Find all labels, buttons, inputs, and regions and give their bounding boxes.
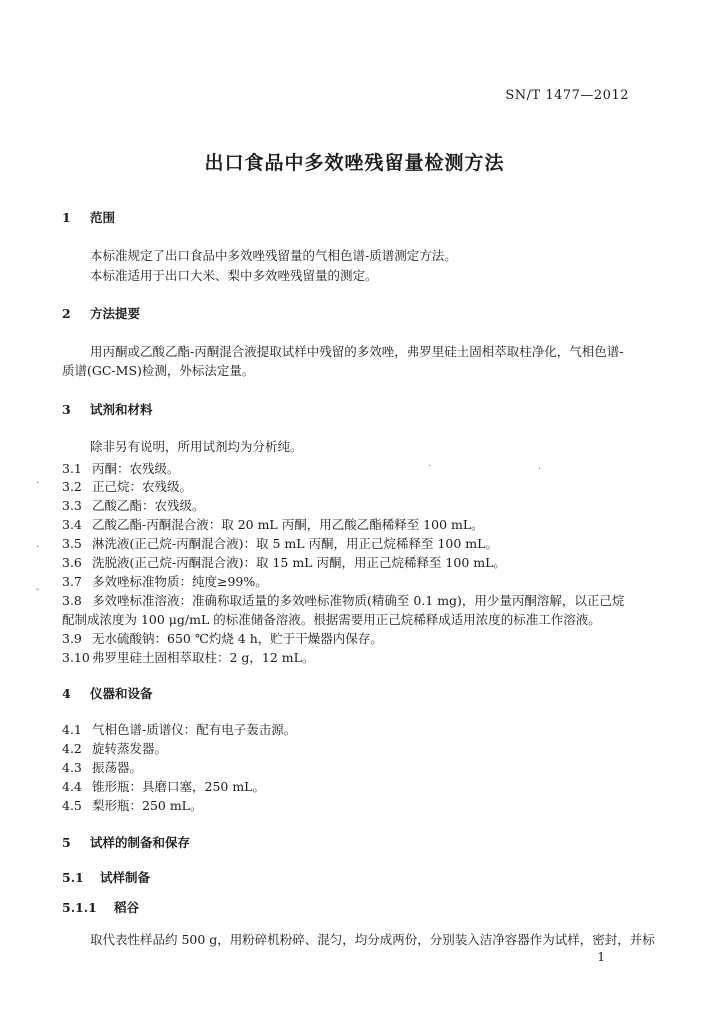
- document-title: 出口食品中多效唑残留量检测方法: [204, 152, 505, 174]
- section-2-para-line-1: 用丙酮或乙酸乙酯-丙酮混合液提取试样中残留的多效唑，弗罗里硅土固相萃取柱净化，气相色谱-: [90, 344, 624, 359]
- item-3-10: 3.10 弗罗里硅土固相萃取柱：2 g，12 mL。: [62, 650, 315, 665]
- page-number: 1: [597, 950, 605, 964]
- section-5-1-1-heading: 5.1.1 稻谷: [62, 900, 140, 915]
- item-3-3: 3.3 乙酸乙酯：农残级。: [62, 498, 205, 513]
- section-2-heading: 2 方法提要: [62, 306, 141, 321]
- section-5-1-heading: 5.1 试样制备: [62, 870, 151, 885]
- item-3-5: 3.5 淋洗液(正己烷-丙酮混合液)：取 5 mL 丙酮，用正己烷稀释至 100 mL。: [62, 536, 498, 551]
- item-3-8: 3.8 多效唑标准溶液：准确称取适量的多效唑标准物质(精确至 0.1 mg)，用少量丙酮溶解，以正己烷: [62, 593, 625, 608]
- section-4-heading: 4 仪器和设备: [62, 686, 153, 701]
- section-1-heading: 1 范围: [62, 210, 116, 225]
- item-3-9: 3.9 无水硫酸钠：650 ℃灼烧 4 h，贮于干燥器内保存。: [62, 631, 383, 646]
- item-4-2: 4.2 旋转蒸发器。: [62, 741, 168, 756]
- scan-mark: ·: [36, 542, 40, 553]
- item-4-5: 4.5 梨形瓶：250 mL。: [62, 798, 203, 813]
- section-3-intro: 除非另有说明，所用试剂均为分析纯。: [90, 439, 303, 454]
- item-4-4: 4.4 锥形瓶：具磨口塞，250 mL。: [62, 779, 265, 794]
- item-3-1: 3.1 丙酮：农残级。: [62, 461, 180, 476]
- scan-mark: ·: [36, 478, 40, 489]
- item-3-4: 3.4 乙酸乙酯-丙酮混合液：取 20 mL 丙酮，用乙酸乙酯稀释至 100 mL。: [62, 517, 484, 532]
- item-3-6: 3.6 洗脱液(正己烷-丙酮混合液)：取 15 mL 丙酮，用正己烷稀释至 100 mL。: [62, 555, 506, 570]
- item-3-7: 3.7 多效唑标准物质：纯度≥99%。: [62, 574, 268, 589]
- item-3-2: 3.2 正己烷：农残级。: [62, 479, 193, 494]
- scan-mark: .: [428, 458, 432, 469]
- item-3-8-continued: 配制成浓度为 100 μg/mL 的标准储备溶液。根据需要用正己烷稀释成适用浓度的标准工作溶液。: [62, 612, 601, 627]
- standard-code: SN/T 1477—2012: [505, 88, 629, 103]
- section-5-1-1-para: 取代表性样品约 500 g，用粉碎机粉碎、混匀，均分成两份，分别装入洁净容器作为试样，密封，并标: [90, 932, 655, 947]
- section-1-para-1: 本标准规定了出口食品中多效唑残留量的气相色谱-质谱测定方法。: [90, 248, 457, 263]
- scan-mark: ·: [538, 464, 542, 475]
- item-4-1: 4.1 气相色谱-质谱仪：配有电子轰击源。: [62, 722, 297, 737]
- section-5-heading: 5 试样的制备和保存: [62, 835, 191, 850]
- section-3-heading: 3 试剂和材料: [62, 402, 153, 417]
- section-2-para-line-2: 质谱(GC-MS)检测，外标法定量。: [62, 363, 255, 378]
- scan-mark: -: [36, 584, 40, 595]
- item-4-3: 4.3 振荡器。: [62, 760, 143, 775]
- section-1-para-2: 本标准适用于出口大米、梨中多效唑残留量的测定。: [90, 268, 378, 283]
